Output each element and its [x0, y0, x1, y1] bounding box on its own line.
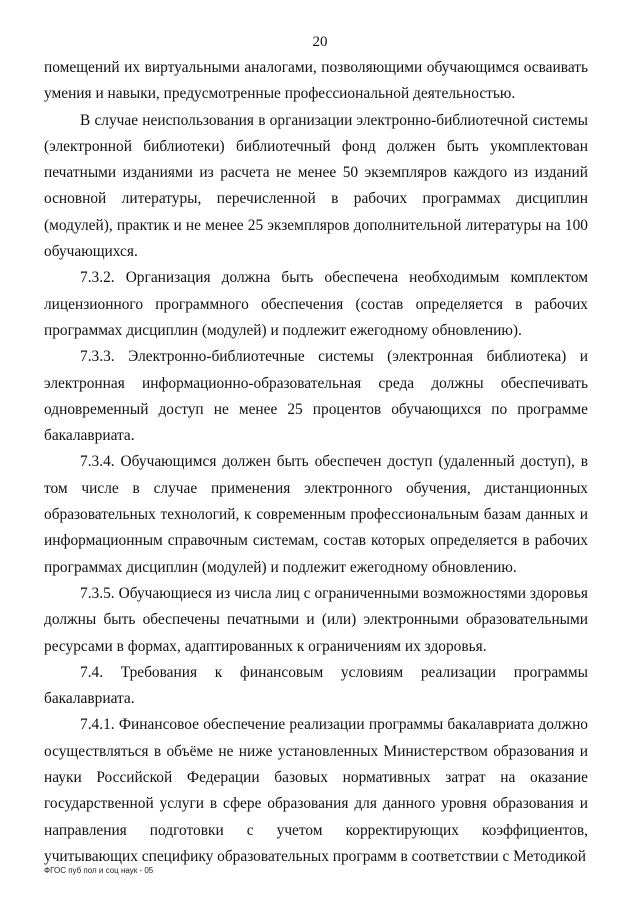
paragraph-7-3-2: 7.3.2. Организация должна быть обеспечена необходимым комплектом лицензионного программного обеспечения (состав определяется в рабочих программах дисциплин (модулей) и подлежит ежегодному обновлению).	[44, 269, 588, 339]
paragraph-7-4-1: 7.4.1. Финансовое обеспечение реализации программы бакалавриата должно осуществляться в объёме не ниже установленных Министерством образования и науки Российской Федерации базовых нормативных затрат на оказание государственной услуги в сфере образования для данного уровня образования и направления подготовки с учетом корректирующих коэффициентов, учитывающих специфику образовательных программ в соответствии с Методикой	[44, 716, 588, 865]
paragraph-7-4-heading: 7.4. Требования к финансовым условиям реализации программы бакалавриата.	[44, 663, 588, 708]
page-number: 20	[312, 34, 328, 50]
paragraph-continuation: помещений их виртуальными аналогами, позволяющими обучающимся осваивать умения и навыки, предусмотренные профессиональной деятельностью.	[44, 59, 588, 103]
document-body	[44, 55, 588, 870]
page-footer: ФГОС пуб пол и соц наук - 05	[44, 866, 154, 875]
paragraph-7-3-5: 7.3.5. Обучающиеся из числа лиц с ограниченными возможностями здоровья должны быть обеспечены печатными и (или) электронными образовательными ресурсами в формах, адаптированных к ограничениям их здоровья.	[44, 584, 588, 655]
paragraph-7-3-4: 7.3.4. Обучающимся должен быть обеспечен доступ (удаленный доступ), в том числе в случае применения электронного обучения, дистанционных образовательных технологий, к современным профессиональным базам данных и информационным справочным системам, состав которых определяется в рабочих программах дисциплин (модулей) и подлежит ежегодному обновлению.	[44, 453, 588, 576]
paragraph-7-3-3: 7.3.3. Электронно-библиотечные системы (электронная библиотека) и электронная информационно-образовательная среда должны обеспечивать одновременный доступ не менее 25 процентов обучающихся по программе бакалавриата.	[44, 348, 588, 445]
paragraph-library-fund: В случае неиспользования в организации электронно-библиотечной системы (электронной библиотеки) библиотечный фонд должен быть укомплектован печатными изданиями из расчета не менее 50 экземпляров каждого из изданий основной литературы, перечисленной в рабочих программах дисциплин (модулей), практик и не менее 25 экземпляров дополнительной литературы на 100 обучающихся.	[44, 111, 588, 261]
